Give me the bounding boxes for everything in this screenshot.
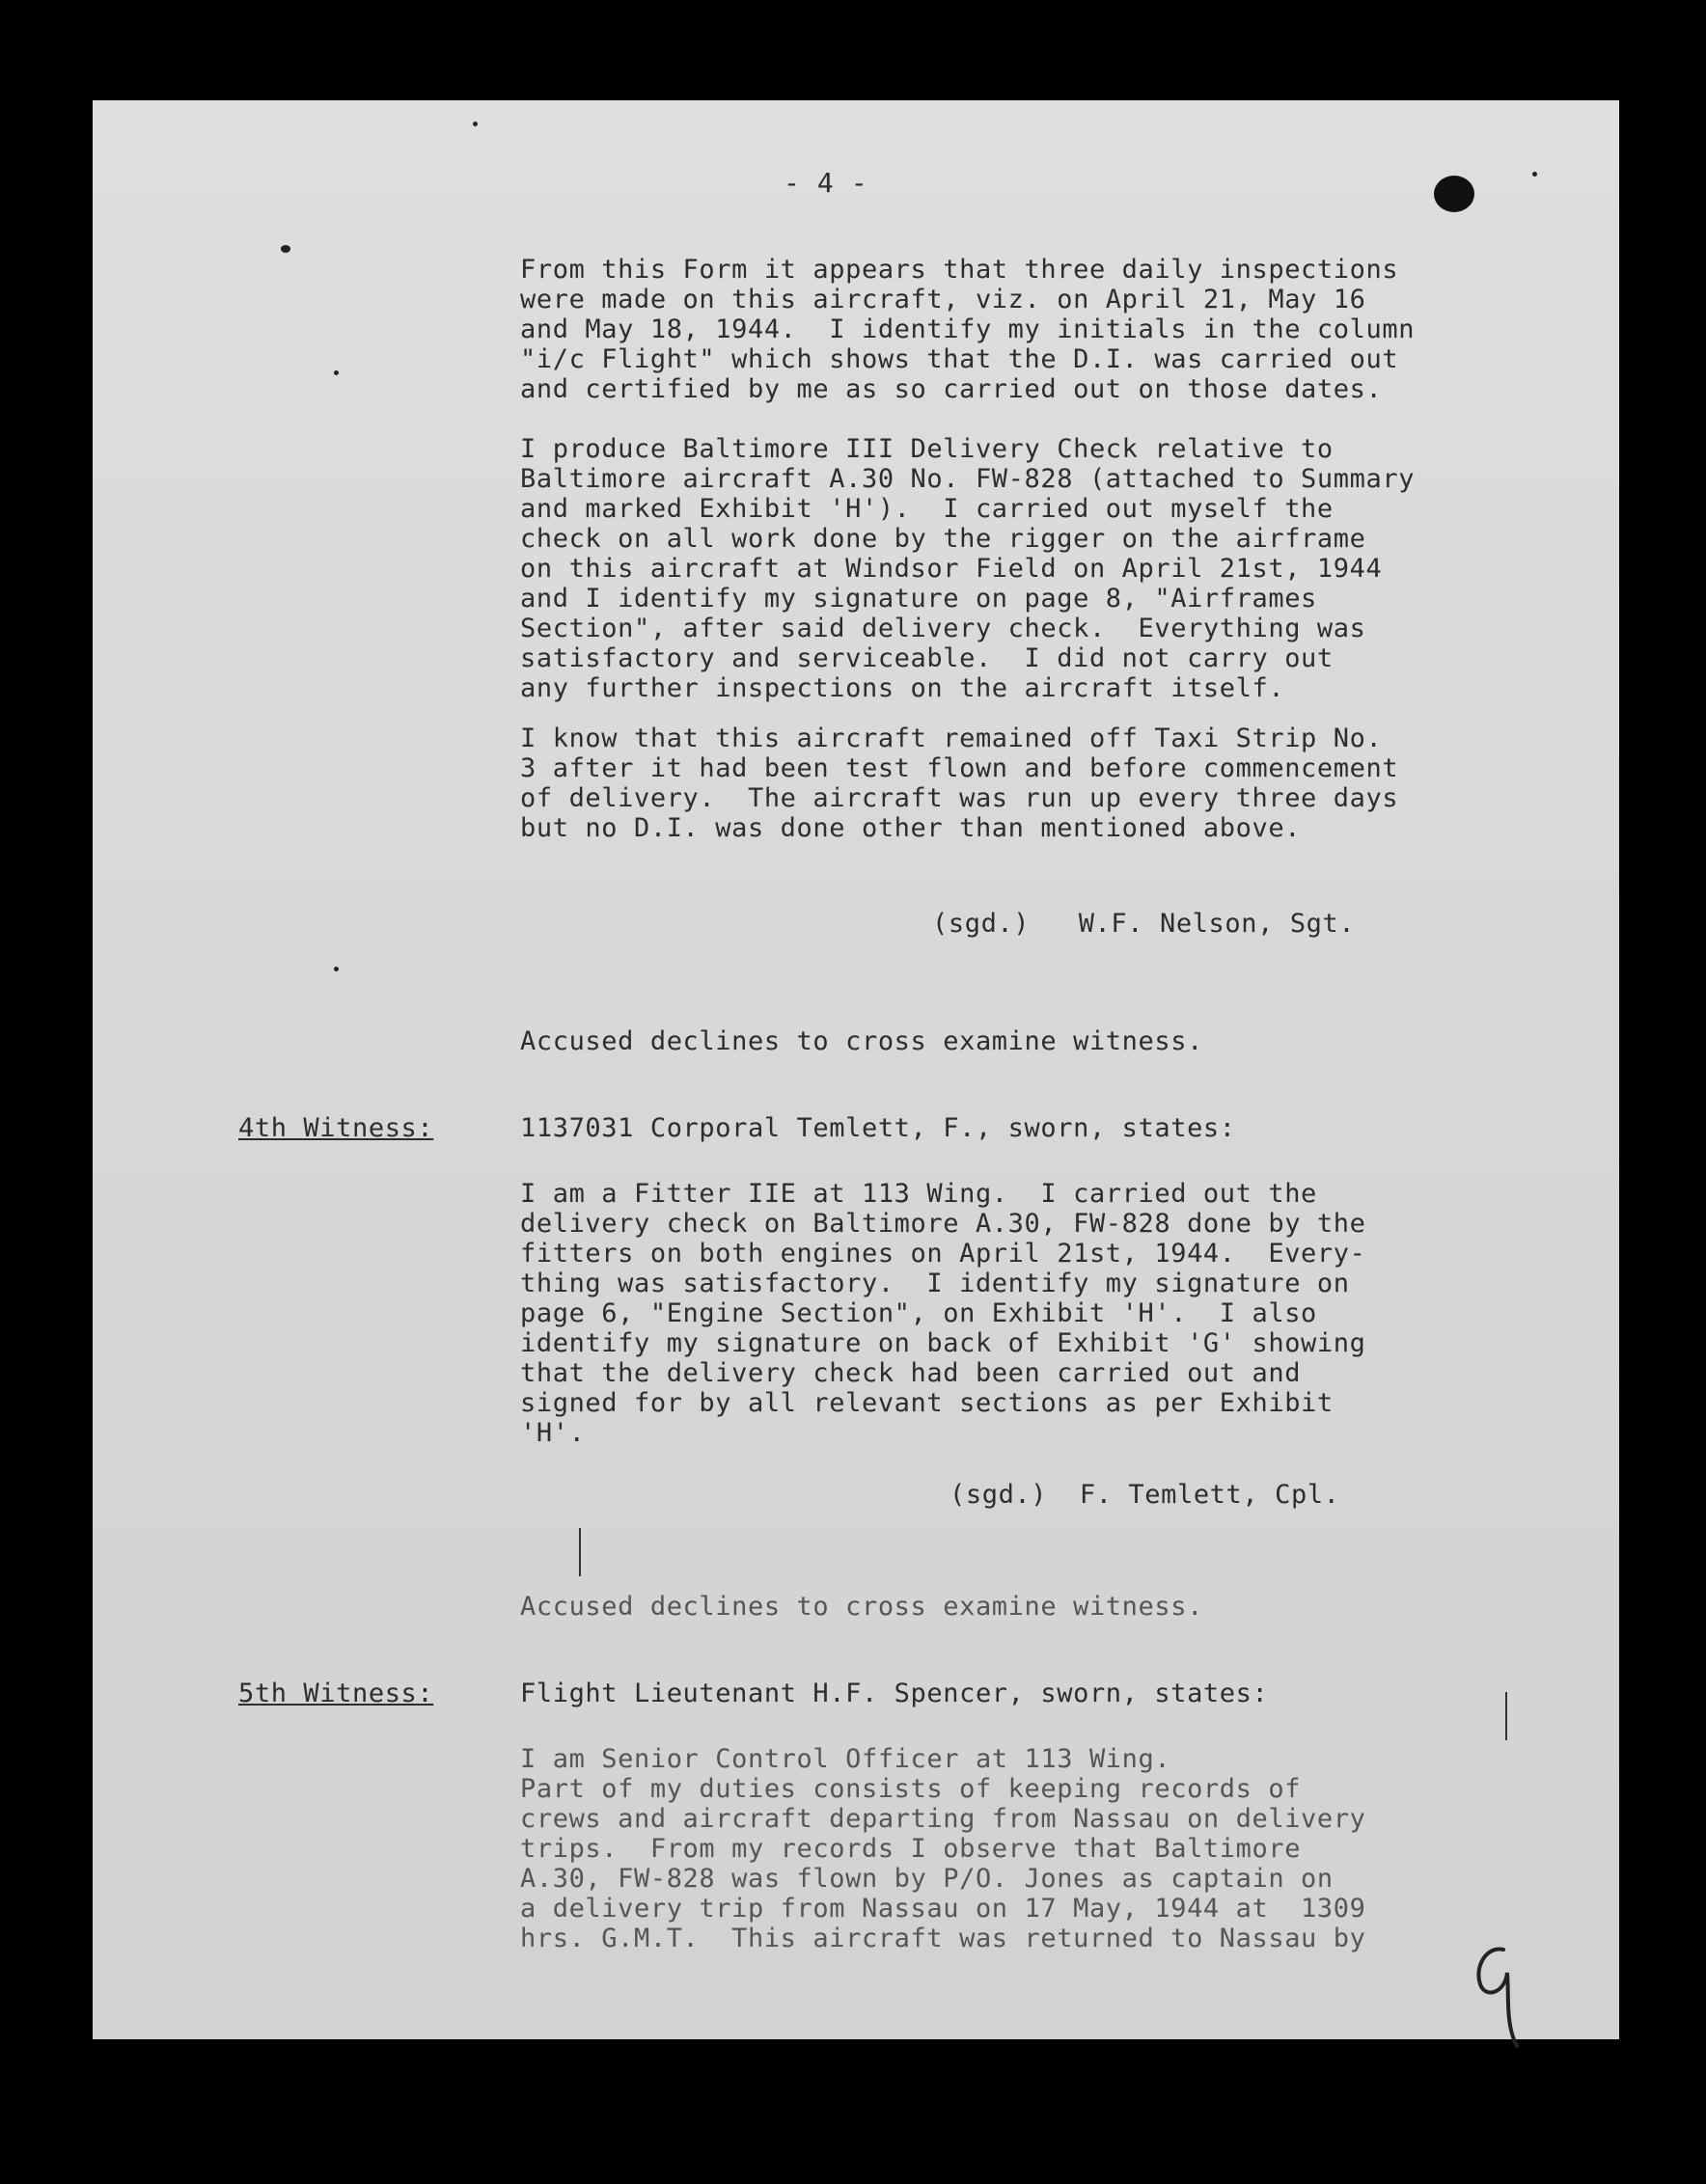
document-page: [93, 100, 1619, 2039]
handwritten-folio-number: [1467, 1938, 1525, 2054]
paragraph-delivery-check: I produce Baltimore III Delivery Check relative to Baltimore aircraft A.30 No. FW-828 (attached to Summary and marked Exhibit 'H'). I carried out myself the check on all work done by the rigger on the airframe on this aircraft at Windsor Field on April 21st, 1944 and I identify my signature on page 8, "Airframes Section", after said delivery check. Everything was satisfactory and serviceable. I did not carry out any further inspections on the aircraft itself.: [520, 434, 1416, 703]
signature-nelson: (sgd.) W.F. Nelson, Sgt.: [932, 909, 1356, 939]
witness-label-4th: 4th Witness:: [238, 1113, 434, 1143]
signature-temlett: (sgd.) F. Temlett, Cpl.: [949, 1480, 1340, 1510]
witness-intro-5th: Flight Lieutenant H.F. Spencer, sworn, states:: [520, 1679, 1269, 1708]
witness-statement-4th: I am a Fitter IIE at 113 Wing. I carried out the delivery check on Baltimore A.30, FW-828 done by the fitters on both engines on April 21st, 1944. Every- thing was satisfactory. I identify my signature on page 6, "Engine Section", on Exhibit 'H'. I also identify my signature on back of Exhibit 'G' showing that the delivery check had been carried out and signed for by all relevant sections as per Exhibit 'H'.: [520, 1179, 1366, 1448]
paragraph-taxi-strip: I know that this aircraft remained off Taxi Strip No. 3 after it had been test flown and before commencement of delivery. The aircraft was run up every three days but no D.I. was done other than mentioned above.: [520, 723, 1399, 843]
page-number: - 4 -: [784, 167, 868, 199]
ink-speck: [334, 967, 339, 971]
witness-intro-4th: 1137031 Corporal Temlett, F., sworn, states:: [520, 1113, 1236, 1143]
pencil-mark: [579, 1528, 581, 1576]
ink-speck: [281, 245, 290, 253]
ink-speck: [473, 122, 478, 126]
witness-label-5th: 5th Witness:: [238, 1679, 434, 1708]
cross-examination-note: Accused declines to cross examine witness.: [520, 1026, 1203, 1056]
pencil-mark: [1505, 1692, 1507, 1740]
ink-speck: [334, 370, 339, 375]
paragraph-daily-inspections: From this Form it appears that three daily inspections were made on this aircraft, viz. on April 21, May 16 and May 18, 1944. I identify my initials in the column "i/c Flight" which shows that the D.I. was carried out and certified by me as so carried out on those dates.: [520, 255, 1416, 404]
punch-hole: [1434, 176, 1474, 212]
witness-statement-5th: I am Senior Control Officer at 113 Wing. Part of my duties consists of keeping records of crews and aircraft departing from Nassau on delivery trips. From my records I observe that Baltimore A.30, FW-828 was flown by P/O. Jones as captain on a delivery trip from Nassau on 17 May, 1944 at 1309 hrs. G.M.T. This aircraft was returned to Nassau by: [520, 1744, 1366, 1953]
ink-speck: [1532, 172, 1537, 177]
cross-examination-note: Accused declines to cross examine witness.: [520, 1592, 1203, 1622]
